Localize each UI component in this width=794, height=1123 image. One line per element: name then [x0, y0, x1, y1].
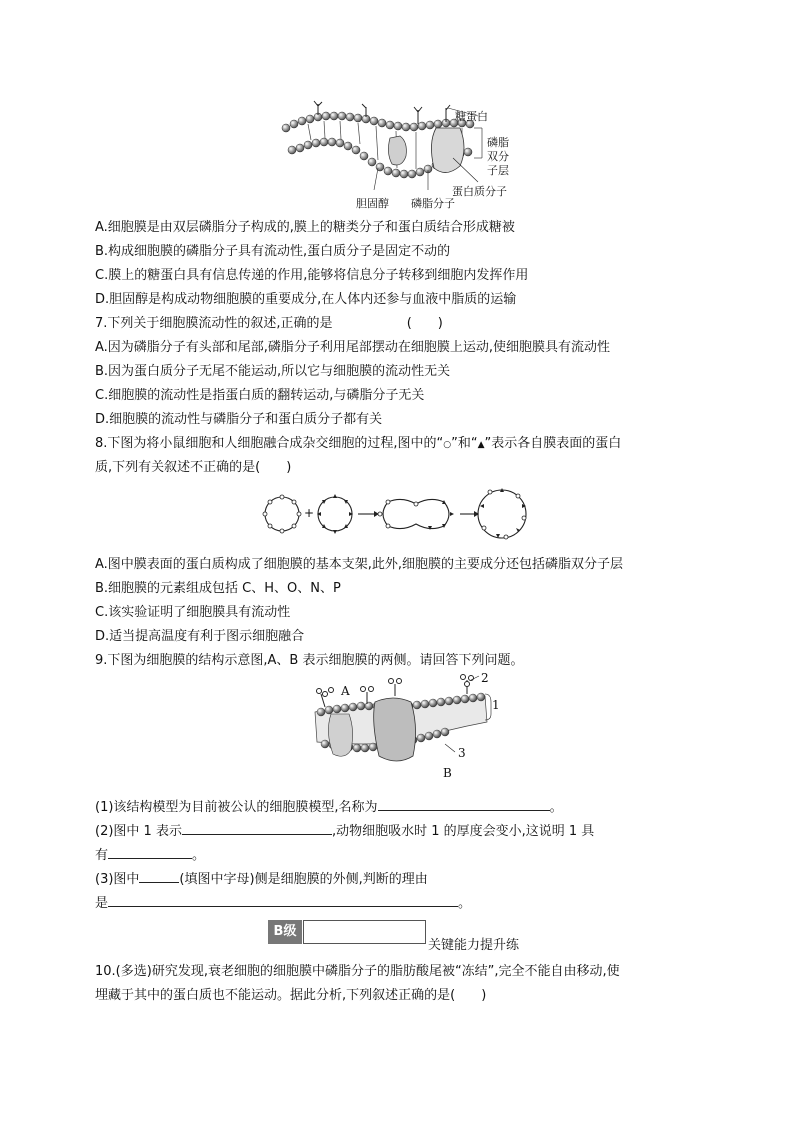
q9-part1	[95, 796, 563, 818]
q9-part2-text-c: 有	[95, 848, 109, 863]
label-glycoprotein: 糖蛋白	[455, 110, 488, 123]
fig2-label-2: 2	[481, 671, 489, 685]
label-protein: 蛋白质分子	[452, 185, 507, 198]
q9-part3-text-c: 是	[95, 896, 109, 911]
q8-option-c: C.该实验证明了细胞膜具有流动性	[95, 605, 291, 620]
fusion-plus-sign: +	[304, 506, 315, 520]
q9-part2-text: (2)图中 1 表示	[95, 824, 182, 839]
q7-answer-bracket: ( )	[406, 316, 443, 331]
q10-stem-line2: 埋藏于其中的蛋白质也不能运动。据此分析,下列叙述正确的是( )	[95, 988, 487, 1003]
q9-part2-cont	[95, 844, 205, 866]
membrane-diagram-2	[305, 672, 500, 780]
q7-option-a: A.因为磷脂分子有头部和尾部,磷脂分子利用尾部摆动在细胞膜上运动,使细胞膜具有流动性	[95, 340, 611, 355]
q6-option-b: B.构成细胞膜的磷脂分子具有流动性,蛋白质分子是固定不动的	[95, 244, 451, 259]
label-bilayer-3: 子层	[487, 164, 509, 177]
q8-option-d: D.适当提高温度有利于图示细胞融合	[95, 629, 305, 644]
q9-part3-end: 。	[458, 896, 472, 911]
q9-part3	[95, 868, 428, 890]
label-cholesterol: 胆固醇	[356, 197, 389, 210]
q9-part1-text: (1)该结构模型为目前被公认的细胞膜模型,名称为	[95, 800, 378, 815]
q8-option-a: A.图中膜表面的蛋白质构成了细胞膜的基本支架,此外,细胞膜的主要成分还包括磷脂双分子层	[95, 557, 624, 572]
q9-part3-answer-blank-2[interactable]	[108, 892, 458, 907]
fig2-label-3: 3	[458, 746, 466, 760]
q8-option-b: B.细胞膜的元素组成包括 C、H、O、N、P	[95, 581, 341, 596]
q6-option-c: C.膜上的糖蛋白具有信息传递的作用,能够将信息分子转移到细胞内发挥作用	[95, 268, 529, 283]
fig2-label-A: A	[341, 684, 350, 698]
cell-fusion-diagram	[262, 488, 532, 540]
q8-stem-part1-end: ”表示各自膜表面的蛋白	[484, 436, 622, 451]
q7-option-b: B.因为蛋白质分子无尾不能运动,所以它与细胞膜的流动性无关	[95, 364, 451, 379]
q7-option-c: C.细胞膜的流动性是指蛋白质的翻转运动,与磷脂分子无关	[95, 388, 425, 403]
q9-part3-answer-blank-1[interactable]	[139, 868, 179, 883]
q9-part3-cont	[95, 892, 471, 914]
label-phospholipid: 磷脂分子	[411, 197, 455, 210]
q9-part3-text-b: (填图中字母)侧是细胞膜的外侧,判断的理由	[179, 872, 428, 887]
q7-stem	[95, 314, 443, 334]
q8-stem-part1: 8.下图为将小鼠细胞和人细胞融合成杂交细胞的过程,图中的“	[95, 436, 444, 451]
q9-part1-answer-blank[interactable]	[378, 796, 550, 811]
q8-symbol-circle: ○	[443, 440, 452, 450]
label-bilayer-1: 磷脂	[487, 136, 509, 149]
q9-part2-end: 。	[192, 848, 206, 863]
q8-stem-line1	[95, 434, 621, 455]
q10-stem-line1: 10.(多选)研究发现,衰老细胞的细胞膜中磷脂分子的脂肪酸尾被“冻结”,完全不能自由移动,使	[95, 964, 620, 979]
section-level-badge: B级	[268, 920, 302, 944]
q9-part2-answer-blank-1[interactable]	[182, 820, 332, 835]
q8-stem-line2: 质,下列有关叙述不正确的是( )	[95, 460, 292, 475]
q9-part2-answer-blank-2[interactable]	[108, 844, 192, 859]
label-bilayer-2: 双分	[487, 150, 509, 163]
q9-part2	[95, 820, 594, 842]
q9-part2-text-b: ,动物细胞吸水时 1 的厚度会变小,这说明 1 具	[331, 824, 595, 839]
q6-option-d: D.胆固醇是构成动物细胞膜的重要成分,在人体内还参与血液中脂质的运输	[95, 292, 517, 307]
q9-part3-text: (3)图中	[95, 872, 140, 887]
q7-option-d: D.细胞膜的流动性与磷脂分子和蛋白质分子都有关	[95, 412, 383, 427]
q7-stem-text: 7.下列关于细胞膜流动性的叙述,正确的是	[95, 316, 333, 331]
q8-symbol-triangle: ▲	[477, 440, 485, 450]
section-title-box	[303, 920, 426, 944]
q9-part1-end: 。	[549, 800, 563, 815]
q6-option-a: A.细胞膜是由双层磷脂分子构成的,膜上的糖类分子和蛋白质结合形成糖被	[95, 220, 515, 235]
fig2-label-1: 1	[492, 698, 500, 712]
q8-stem-mid: ”和“	[451, 436, 478, 451]
section-title: 关键能力提升练	[428, 938, 520, 953]
fig2-label-B: B	[443, 766, 452, 780]
q9-stem: 9.下图为细胞膜的结构示意图,A、B 表示细胞膜的两侧。请回答下列问题。	[95, 653, 524, 668]
